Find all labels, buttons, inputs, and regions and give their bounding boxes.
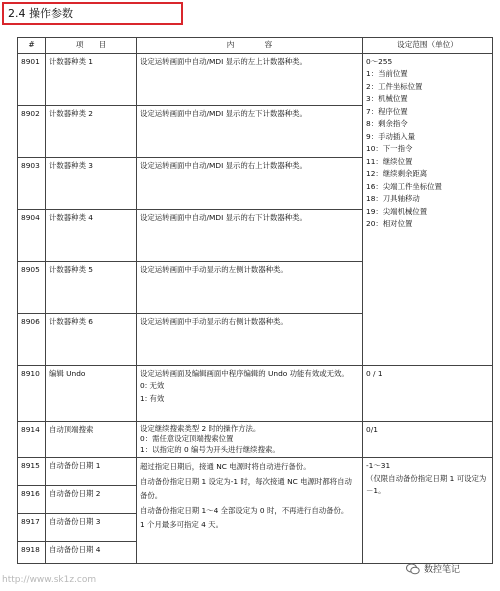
content-line: -1～31 [366,461,391,470]
param-no: 8905 [18,261,46,313]
param-content [137,365,363,421]
header-range: 设定范围（单位） [363,38,493,54]
param-item: 自动备份日期 4 [46,542,137,564]
range-line: 20：相对位置 [366,219,413,228]
param-item: 计数器种类 2 [46,105,137,157]
param-item: 计数器种类 6 [46,313,137,365]
table-row [18,365,493,421]
param-content: 设定运转画面中自动/MDI 显示的左上计数器种类。 [137,53,363,105]
range-line: 7：程序位置 [366,106,408,116]
range-line: 18：刀具轴移动 [366,194,420,203]
range-line: 0～255 [366,56,393,66]
brand-mark [406,562,460,575]
param-no: 8916 [18,486,46,514]
param-item: 自动顶端搜索 [46,421,137,458]
range-line: 12：继续剩余距离 [366,169,428,178]
param-no: 8902 [18,105,46,157]
param-no: 8901 [18,53,46,105]
table-row [18,421,493,458]
content-line: 自动备份指定日期 1～4 全部设定为 0 时，不再进行自动备份。 [140,505,349,515]
range-line: 11：继续位置 [366,156,413,166]
param-no: 8914 [18,421,46,458]
param-no: 8917 [18,514,46,542]
param-range: 0 / 1 [363,365,493,421]
range-line: 3：机械位置 [366,94,408,103]
param-content-backup [137,458,363,564]
param-content: 设定运转画面中手动显示的左侧计数器种类。 [137,261,363,313]
range-line: 10：下一指令 [366,144,413,153]
parameter-table [17,37,493,564]
param-no: 8910 [18,365,46,421]
param-item: 计数器种类 4 [46,209,137,261]
param-item: 计数器种类 3 [46,157,137,209]
section-title: 2.4 操作参数 [2,2,183,25]
param-no: 8903 [18,157,46,209]
param-content: 设定运转画面中自动/MDI 显示的右上计数器种类。 [137,157,363,209]
content-line: 设定继续搜索类型 2 时的操作方法。 [140,423,261,433]
content-line: 1：以指定的 0 编号为开头进行继续搜索。 [140,444,280,454]
range-line: 9：手动插入量 [366,131,416,141]
param-item: 计数器种类 1 [46,53,137,105]
param-item: 计数器种类 5 [46,261,137,313]
table-row [18,53,493,105]
param-content [137,421,363,458]
content-line: 0: 无效 [140,381,165,390]
param-range-backup [363,458,493,564]
content-line: 1 个月最多可指定 4 天。 [140,520,223,529]
content-line: （仅限自动备份指定日期 1 可设定为－1。 [366,473,487,495]
param-range-counter [363,53,493,365]
param-range: 0/1 [363,421,493,458]
range-line: 8：剩余指令 [366,119,408,128]
param-item: 自动备份日期 2 [46,486,137,514]
header-item: 项 目 [46,38,137,54]
header-content: 内 容 [137,38,363,54]
content-line: 1: 有效 [140,393,165,403]
brand-name: 数控笔记 [423,565,460,575]
range-line: 2：工件坐标位置 [366,81,423,91]
wechat-icon [406,563,420,575]
content-line: 自动备份指定日期 1 设定为-1 时，每次接通 NC 电源时都将自动备份。 [140,476,352,500]
param-content: 设定运转画面中自动/MDI 显示的右下计数器种类。 [137,209,363,261]
header-no: # [18,38,46,54]
range-line: 19：尖端机械位置 [366,206,428,216]
content-line: 0：需任意设定顶端搜索位置 [140,434,234,443]
param-content: 设定运转画面中自动/MDI 显示的左下计数器种类。 [137,105,363,157]
param-item: 自动备份日期 3 [46,514,137,542]
content-line: 超过指定日期后，接通 NC 电源时将自动进行备份。 [140,462,311,471]
param-content: 设定运转画面中手动显示的右侧计数器种类。 [137,313,363,365]
param-item: 自动备份日期 1 [46,458,137,486]
param-no: 8915 [18,458,46,486]
range-line: 1：当前位置 [366,69,408,78]
range-line: 16：尖端工件坐标位置 [366,181,442,191]
param-item: 编辑 Undo [46,365,137,421]
param-no: 8918 [18,542,46,564]
param-no: 8906 [18,313,46,365]
table-row [18,458,493,486]
watermark-url: http://www.sk1z.com [2,575,97,585]
param-no: 8904 [18,209,46,261]
content-line: 设定运转画面及编辑画面中程序编辑的 Undo 功能有效或无效。 [140,368,349,378]
table-header-row [18,38,493,54]
